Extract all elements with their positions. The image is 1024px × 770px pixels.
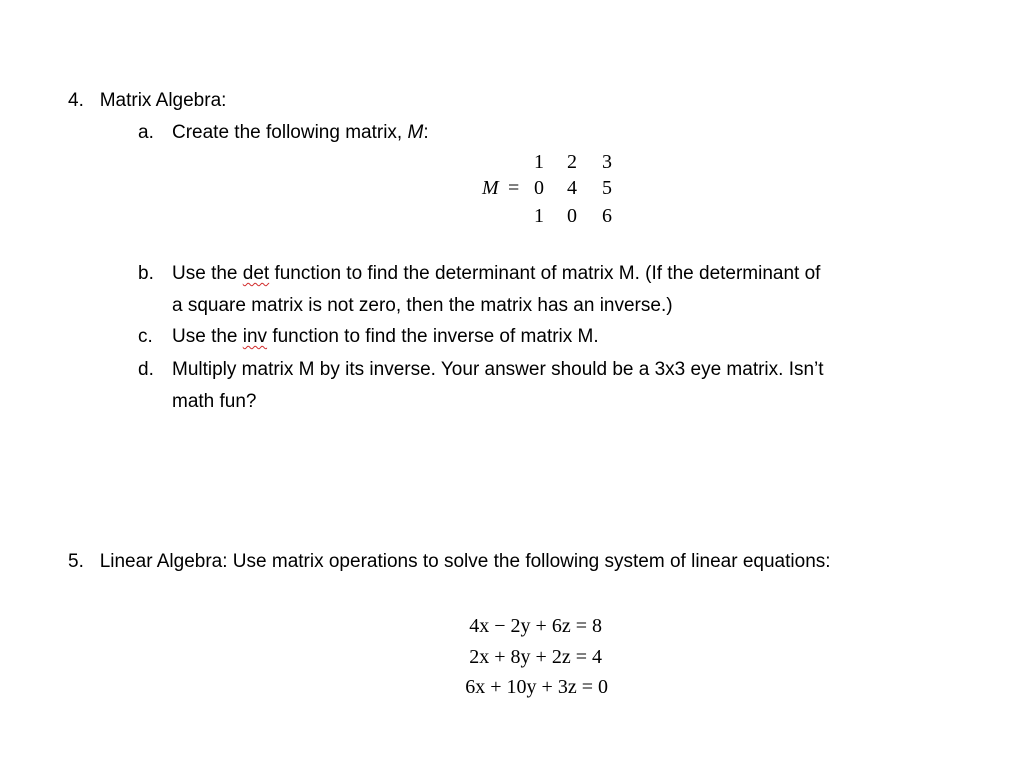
item-b-pre: Use the bbox=[172, 263, 243, 284]
matrix-equals: = bbox=[508, 177, 520, 199]
equation-system bbox=[400, 614, 610, 704]
item-d-letter: d. bbox=[138, 359, 154, 380]
item-a-colon: : bbox=[423, 122, 429, 143]
equation-1: 4x − 2y + 6z = 8 bbox=[469, 615, 602, 637]
inv-function-name: inv bbox=[242, 326, 268, 347]
item-b-line-2: a square matrix is not zero, then the matrix has an inverse.) bbox=[172, 295, 673, 316]
item-c-pre: Use the bbox=[172, 326, 243, 347]
problem-4-number: 4. bbox=[68, 90, 84, 111]
matrix-cell: 5 bbox=[602, 177, 612, 199]
item-a-sentence: Create the following matrix, bbox=[172, 122, 408, 143]
det-function-name: det bbox=[242, 263, 270, 284]
item-c-letter: c. bbox=[138, 326, 153, 347]
matrix-cell: 0 bbox=[567, 205, 577, 227]
item-c-text bbox=[172, 325, 599, 349]
item-d-line-2: math fun? bbox=[172, 391, 257, 412]
problem-5-heading bbox=[68, 550, 831, 574]
matrix-cell: 0 bbox=[534, 177, 544, 199]
item-a-matrix-var: M bbox=[407, 122, 424, 143]
matrix-cell: 2 bbox=[567, 151, 577, 173]
item-a-letter: a. bbox=[138, 122, 154, 143]
item-b-letter: b. bbox=[138, 263, 154, 284]
item-a-text bbox=[172, 121, 429, 145]
problem-4-title: Matrix Algebra: bbox=[99, 90, 227, 111]
matrix-cell: 6 bbox=[602, 205, 612, 227]
problem-5-number: 5. bbox=[68, 551, 84, 572]
problem-4-heading bbox=[68, 89, 226, 113]
item-b-line-1 bbox=[172, 262, 820, 286]
problem-5-text: Linear Algebra: Use matrix operations to solve the following system of linear equations: bbox=[99, 551, 831, 572]
item-d-line-1: Multiply matrix M by its inverse. Your answer should be a 3x3 eye matrix. Isn’t bbox=[172, 359, 824, 380]
matrix-cell: 1 bbox=[534, 205, 544, 227]
matrix-label: M bbox=[482, 177, 499, 199]
equation-2: 2x + 8y + 2z = 4 bbox=[469, 646, 602, 668]
item-c-post: function to find the inverse of matrix M. bbox=[267, 326, 599, 347]
matrix-cell: 4 bbox=[567, 177, 577, 199]
matrix-cell: 3 bbox=[602, 151, 612, 173]
matrix-cell: 1 bbox=[534, 151, 544, 173]
item-b-post: function to find the determinant of matrix M. (If the determinant of bbox=[269, 263, 821, 284]
matrix-m bbox=[480, 148, 630, 232]
equation-3: 6x + 10y + 3z = 0 bbox=[465, 676, 608, 698]
